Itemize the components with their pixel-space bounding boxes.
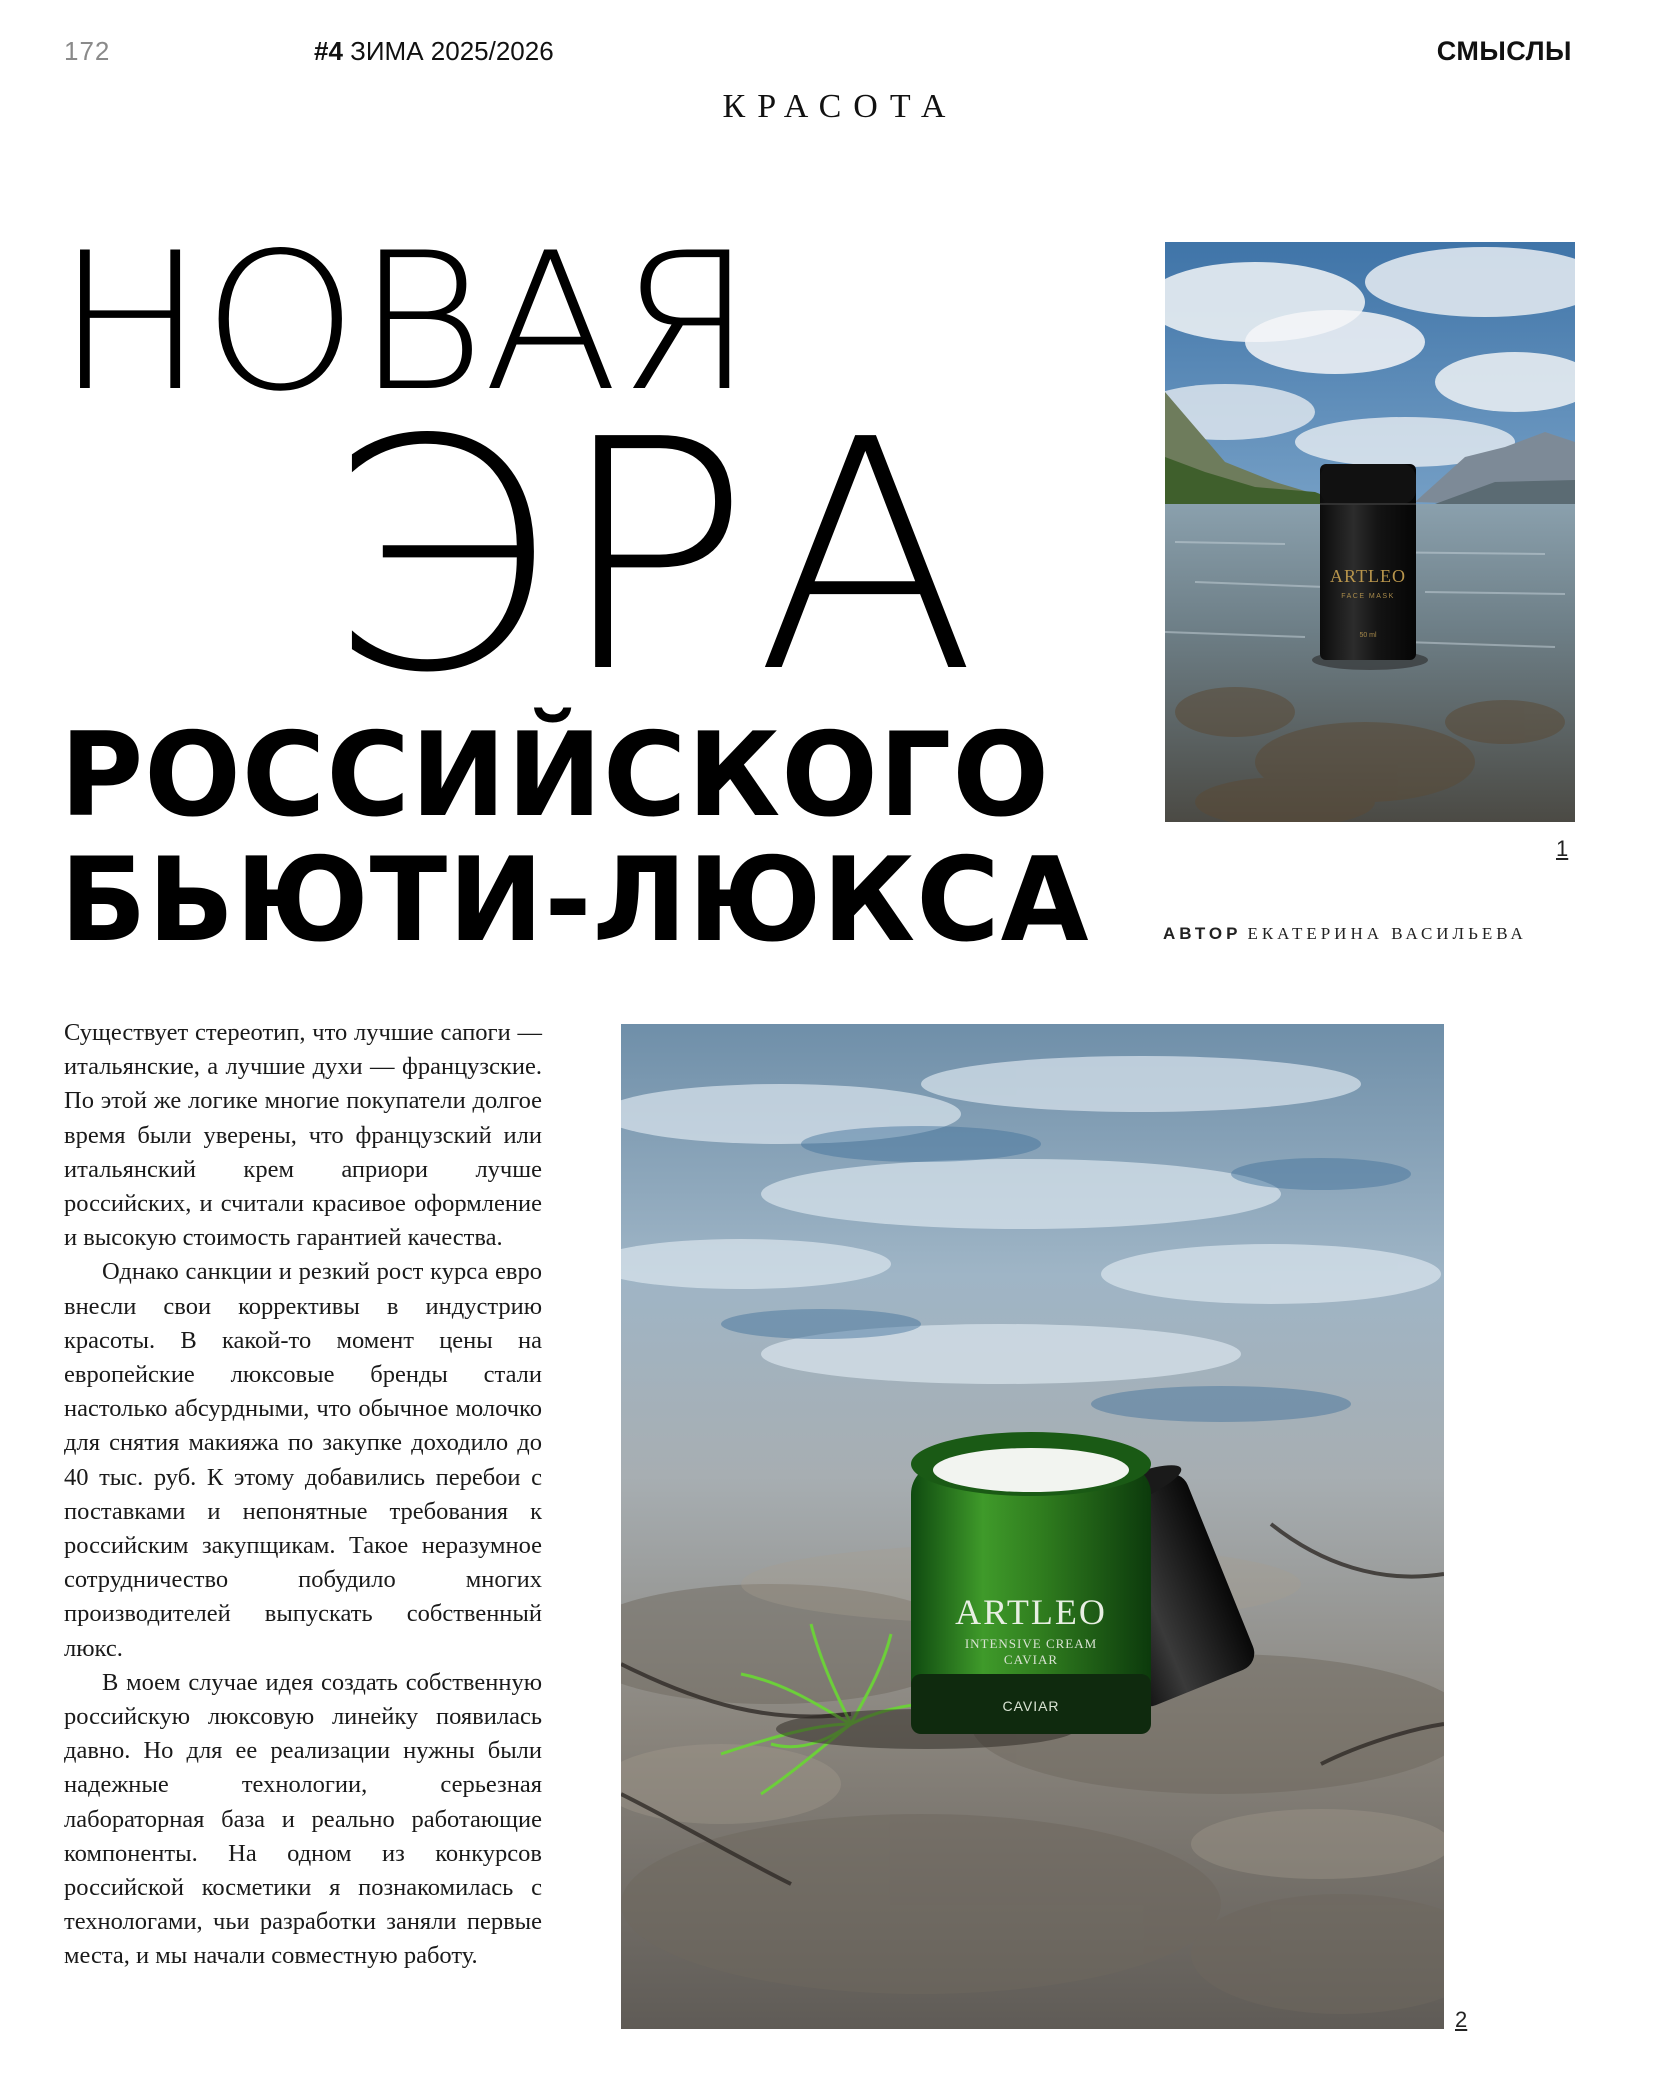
headline-line-1: НОВАЯ	[56, 212, 752, 433]
page-number: 172	[64, 36, 111, 66]
headline-line-3: РОССИЙСКОГО	[60, 708, 1050, 843]
photo-caption-1: 1	[1556, 836, 1569, 861]
photo1-volume: 50 ml	[1359, 632, 1377, 639]
article-paragraph: В моем случае идея создать собственную российскую люксовую линейку появилась давно. Но для ее реализации нужны были надежные технологии, серьезная лабораторная база и реально работающие компоненты. На одном из конкурсов российской косметики я познакомилась с технологами, чьи разработки заняли первые места, и мы начали совместную работу.	[64, 1668, 542, 1970]
byline-label: АВТОР	[1163, 924, 1242, 943]
photo2-brand: ARTLEO	[955, 1592, 1107, 1632]
photo-face-mask-illustration	[1165, 242, 1575, 822]
byline	[1163, 924, 1527, 944]
rubric-title: КРАСОТА	[722, 88, 958, 125]
photo2-product-line1: INTENSIVE CREAM	[964, 1636, 1098, 1651]
issue-number: #4	[314, 36, 343, 66]
headline-line-2: ЭРА	[325, 372, 982, 742]
article-paragraph: Однако санкции и резкий рост курса евро внесли свои коррективы в индустрию красоты. В какой-то момент цены на европейские люксовые бренды стали настолько абсурдными, что обычное молочко для снятия макияжа по закупке доходило до 40 тыс. руб. К этому добавились перебои с поставками и непонятные требования к российским закупщикам. Такое неразумное сотрудничество побудило многих производителей выпускать собственный люкс.	[64, 1258, 542, 1662]
article-paragraph: Существует стереотип, что лучшие сапоги — итальянские, а лучшие духи — французские. По этой же логике многие покупатели долгое время были уверены, что французский или итальянский крем априори лучше российских, и считали красивое оформление и высокую стоимость гарантией качества.	[64, 1019, 542, 1252]
photo-caption-2: 2	[1455, 2007, 1468, 2032]
photo1-product: FACE MASK	[1341, 593, 1395, 600]
photo2-product-line2: CAVIAR	[1003, 1652, 1059, 1667]
article-body	[64, 1016, 542, 1974]
photo2-band-label: CAVIAR	[1002, 1698, 1060, 1714]
issue-season: ЗИМА 2025/2026	[350, 36, 554, 66]
photo-caviar-cream	[621, 1024, 1444, 2029]
photo1-brand: ARTLEO	[1330, 566, 1406, 586]
section-title: СМЫСЛЫ	[1436, 36, 1572, 66]
headline-line-4: БЬЮТИ-ЛЮКСА	[60, 833, 1090, 968]
photo-caviar-cream-illustration	[621, 1024, 1444, 2029]
photo-face-mask	[1165, 242, 1575, 822]
byline-name: ЕКАТЕРИНА ВАСИЛЬЕВА	[1247, 924, 1527, 943]
issue-label	[314, 36, 554, 67]
